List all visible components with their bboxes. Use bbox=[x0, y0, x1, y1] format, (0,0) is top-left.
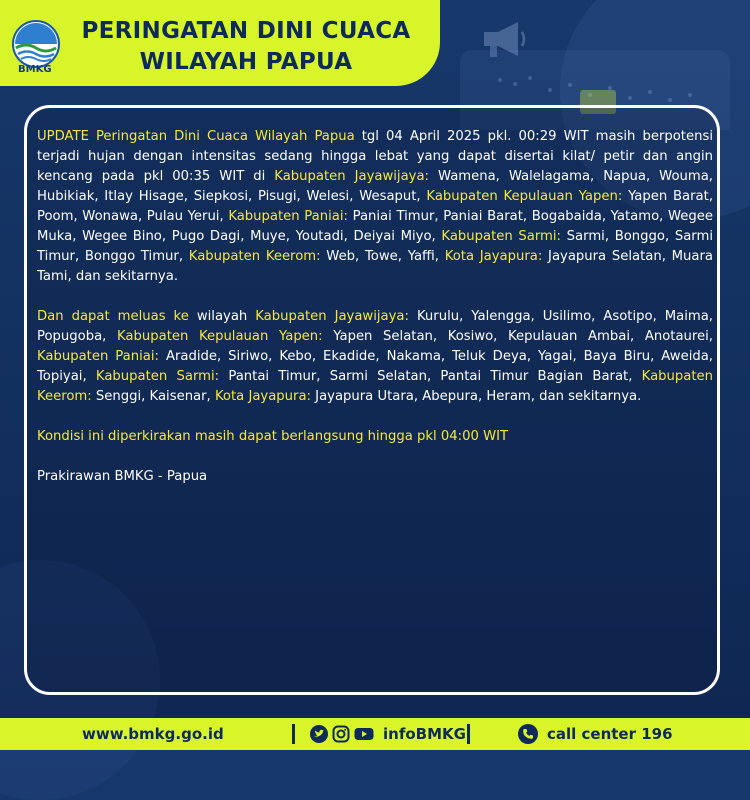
region-text: Yapen Barat, Poom, Wonawa, Pulau Yerui, bbox=[37, 189, 714, 224]
twitter-icon[interactable] bbox=[310, 725, 328, 743]
social-handle[interactable]: infoBMKG bbox=[383, 725, 466, 743]
title-line-2: WILAYAH PAPUA bbox=[139, 49, 353, 75]
region-label: Kabupaten Kepulauan Yapen: bbox=[426, 189, 623, 204]
region-label: Kabupaten Sarmi: bbox=[95, 369, 220, 384]
call-center[interactable]: call center 196 bbox=[547, 725, 673, 743]
region-label: Kabupaten Sarmi: bbox=[441, 229, 561, 244]
region-label: Kabupaten Kepulauan Yapen: bbox=[117, 329, 323, 344]
region-text: Kurulu, Yalengga, Usilimo, Asotipo, Maima, Popugoba, bbox=[37, 309, 713, 344]
region-label: Kabupaten Paniai: bbox=[228, 209, 348, 224]
region-text: Jayapura Selatan, Muara Tami, dan sekitarnya. bbox=[37, 249, 713, 284]
region-label: Kota Jayapura: bbox=[214, 389, 311, 404]
region-label: Kabupaten Jayawijaya: bbox=[274, 169, 429, 184]
warning-text bbox=[37, 127, 713, 507]
logo-label: BMKG bbox=[18, 64, 52, 75]
region-label: Kabupaten Paniai: bbox=[37, 349, 159, 364]
region-text: Jayapura Utara, Abepura, Heram, dan sekitarnya. bbox=[310, 389, 642, 404]
warning-paragraph-current bbox=[37, 127, 713, 287]
region-text: Wamena, Walelagama, Napua, Wouma, Hubikiak, Itlay Hisage, Siepkosi, Pisugi, Welesi, Wesaput, bbox=[37, 169, 713, 204]
phone-icon bbox=[518, 724, 538, 744]
region-text: Sarmi, Bonggo, Sarmi Timur, Bonggo Timur, bbox=[37, 229, 713, 264]
website-link[interactable]: www.bmkg.go.id bbox=[82, 725, 224, 743]
youtube-icon[interactable] bbox=[354, 725, 374, 743]
region-text: Web, Towe, Yaffi, bbox=[320, 249, 445, 264]
region-text: Senggi, Kaisenar, bbox=[91, 389, 215, 404]
region-label: Kabupaten Jayawijaya: bbox=[255, 309, 409, 324]
region-text: Pantai Timur, Sarmi Selatan, Pantai Timur Bagian Barat, bbox=[219, 369, 642, 384]
instagram-icon[interactable] bbox=[332, 725, 350, 743]
region-text: wilayah bbox=[188, 309, 256, 324]
region-label: Kabupaten Keerom: bbox=[188, 249, 321, 264]
region-label: Dan dapat meluas ke bbox=[37, 309, 189, 324]
region-label: Kota Jayapura: bbox=[444, 249, 543, 264]
footer-divider bbox=[292, 724, 295, 744]
page-title bbox=[66, 16, 426, 78]
title-line-1: PERINGATAN DINI CUACA bbox=[81, 18, 411, 44]
forecaster-signature: Prakirawan BMKG - Papua bbox=[37, 469, 208, 484]
footer-bar bbox=[0, 718, 750, 750]
region-text: Aradide, Siriwo, Kebo, Ekadide, Nakama, Teluk Deya, Yagai, Baya Biru, Aweida, Topiyai, bbox=[37, 349, 713, 384]
region-label: UPDATE Peringatan Dini Cuaca Wilayah Papua bbox=[37, 129, 355, 144]
region-label: Kabupaten Keerom: bbox=[37, 369, 713, 404]
warning-paragraph-expansion bbox=[37, 307, 713, 407]
warning-paragraph-duration: Kondisi ini diperkirakan masih dapat berlangsung hingga pkl 04:00 WIT bbox=[37, 429, 509, 444]
footer-divider bbox=[467, 724, 470, 744]
region-text: Paniai Timur, Paniai Barat, Bogabaida, Yatamo, Wegee Muka, Wegee Bino, Pugo Dagi, Muye, Youtadi, Deiyai Miyo, bbox=[37, 209, 713, 244]
region-text: tgl 04 April 2025 pkl. 00:29 WIT masih berpotensi terjadi hujan dengan intensitas sedang hingga lebat yang dapat disertai kilat/ petir dan angin kencang pada pkl 00:35 WIT di bbox=[37, 129, 713, 184]
region-text: Yapen Selatan, Kosiwo, Kepulauan Ambai, Anotaurei, bbox=[322, 329, 714, 344]
